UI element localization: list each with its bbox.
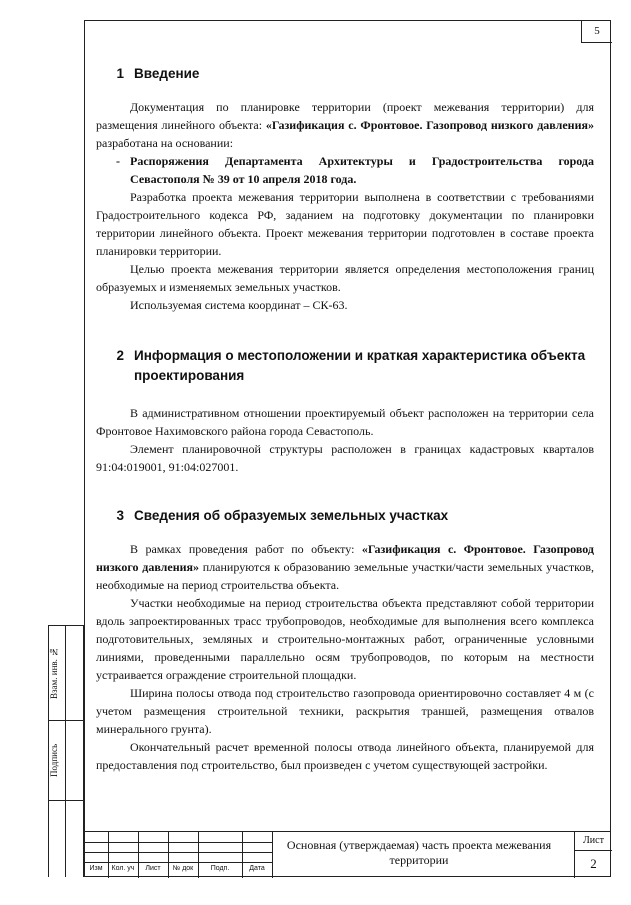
document-body <box>96 58 594 774</box>
paragraph: Элемент планировочной структуры расположен в границах кадастровых кварталов 91:04:019001, 91:04:027001. <box>96 442 594 474</box>
section-number: 2 <box>116 348 124 363</box>
paragraph <box>96 98 594 152</box>
paragraph-text: В рамках проведения работ по объекту: <box>130 542 362 556</box>
section-title: Информация о местоположении и краткая характеристика объекта проектирования <box>134 348 586 383</box>
revision-table <box>84 832 272 878</box>
paragraph: Разработка проекта межевания территории выполнена в соответствии с требованиями Градостроительного кодекса РФ, заданием на подготовку документации по планировки территории линейного объекта. Проект межевания территории подготовлен в составе проекта планировки территории. <box>96 190 594 258</box>
revision-table-col-line <box>272 832 273 878</box>
side-stamp <box>48 625 84 877</box>
title-block <box>84 831 611 877</box>
revision-table-row-line <box>84 842 272 843</box>
column-header-change: Изм <box>89 865 103 872</box>
paragraph-text: Документация по планировке территории (проект межевания территории) для размещения линейного объекта: <box>96 100 594 132</box>
paragraph: Участки необходимые на период строительства объекта представляют собой территории вдоль запроектированных трасс трубопроводов, необходимые для выполнения всего комплекса подготовительных, земляных и строительно-монтажных работ, ограниченные условными линиями, проведенными параллельно осям трубопроводов, по которым на местности устраивается ограждение строительной площадки. <box>96 596 594 682</box>
paragraph: Окончательный расчет временной полосы отвода линейного объекта, планируемой для предоставления под строительство, был произведен с учетом существующей застройки. <box>96 740 594 772</box>
sheet-number: 2 <box>590 856 597 871</box>
page-number: 5 <box>581 20 612 43</box>
paragraph-text: планируются к образованию земельные участки/части земельных участков, необходимые на период строительства объекта. <box>96 560 594 592</box>
column-header-count: Кол. уч <box>111 865 135 872</box>
sheet-cell <box>574 832 611 878</box>
paragraph: Используемая система координат – СК-63. <box>130 298 348 312</box>
section-3-heading <box>96 506 594 526</box>
side-stamp-divider <box>48 800 84 801</box>
column-header-doc: № док <box>172 865 194 872</box>
side-stamp-value-column <box>66 625 84 877</box>
section-2-heading <box>96 346 594 386</box>
side-stamp-divider <box>48 720 84 721</box>
section-1-heading <box>96 64 594 84</box>
paragraph: В административном отношении проектируемый объект расположен на территории села Фронтовое Нахимовского района города Севастополь. <box>96 406 594 438</box>
section-number: 1 <box>116 66 124 81</box>
side-stamp-replacement-label: Взам. инв. № <box>49 646 59 700</box>
bullet-item <box>96 152 594 188</box>
section-title: Введение <box>134 66 200 81</box>
document-title: Основная (утверждаемая) часть проекта межевания территории <box>286 838 552 867</box>
object-name-bold: «Газификация с. Фронтовое. Газопровод низкого давления» <box>96 542 594 574</box>
sheet-divider <box>575 850 612 851</box>
column-header-date: Дата <box>249 865 265 872</box>
paragraph-text: разработана на основании: <box>96 136 234 150</box>
section-title: Сведения об образуемых земельных участках <box>134 508 449 523</box>
paragraph: Ширина полосы отвода под строительство газопровода ориентировочно составляет 4 м (с учетом размещения строительной техники, раскрытия траншей, размещения отвалов минерального грунта). <box>96 686 594 736</box>
section-number: 3 <box>116 508 124 523</box>
paragraph <box>96 540 594 594</box>
column-header-sheet: Лист <box>145 865 161 872</box>
paragraph: Целью проекта межевания территории является определения местоположения границ образуемых и изменяемых земельных участков. <box>96 262 594 294</box>
object-name-bold: «Газификация с. Фронтовое. Газопровод низкого давления» <box>265 118 594 132</box>
revision-table-row-line <box>84 862 272 863</box>
column-header-signature: Подп. <box>210 865 230 872</box>
side-stamp-signature-label: Подпись <box>49 743 59 777</box>
revision-table-row-line <box>84 852 272 853</box>
sheet-label: Лист <box>583 835 604 846</box>
bullet-text: Распоряжения Департамента Архитектуры и Градостроительства города Севастополя № 39 от 10 апреля 2018 года. <box>130 154 594 186</box>
bullet-dash: - <box>116 154 120 168</box>
